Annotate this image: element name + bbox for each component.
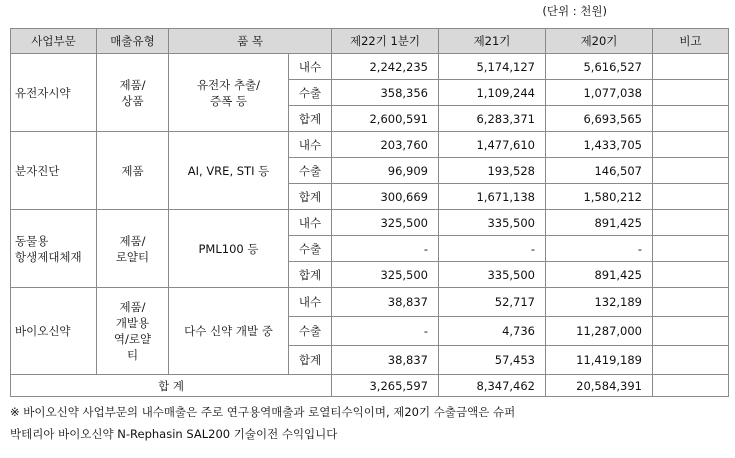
kind-cell: 내수 [289,54,332,80]
total-q: 3,265,597 [332,375,439,397]
kind-cell: 수출 [289,317,332,346]
footnote-line-1: ※ 바이오신약 사업부문의 내수매출은 주로 연구용역매출과 로열티수익이며, 제20기 수출금액은 슈퍼 [10,405,516,419]
value-q-cell: 300,669 [332,184,439,210]
header-y21: 제21기 [439,29,546,54]
value-y20-cell: 1,580,212 [546,184,653,210]
segment-cell: 분자진단 [11,132,97,210]
value-y20-cell: 132,189 [546,288,653,317]
value-q-cell: 2,242,235 [332,54,439,80]
value-q-cell: 203,760 [332,132,439,158]
product-cell: 유전자 추출/ 증폭 등 [169,54,289,132]
value-y21-cell: 57,453 [439,346,546,375]
footnote-line-2: 박테리아 바이오신약 N-Rephasin SAL200 기술이전 수익입니다 [10,427,338,441]
table-row [11,132,729,158]
value-q-cell: 96,909 [332,158,439,184]
sales-type-cell: 제품/ 개발용 역/로얄 티 [97,288,169,375]
value-y20-cell: 11,287,000 [546,317,653,346]
sales-type-cell: 제품 [97,132,169,210]
header-segment: 사업부문 [11,29,97,54]
header-row [11,29,729,54]
kind-cell: 수출 [289,158,332,184]
value-y20-cell: - [546,236,653,262]
value-q-cell: 38,837 [332,346,439,375]
segment-cell: 유전자시약 [11,54,97,132]
value-q-cell: 325,500 [332,210,439,236]
footnote [10,401,515,445]
kind-cell: 내수 [289,132,332,158]
kind-cell: 합계 [289,184,332,210]
value-y21-cell: 4,736 [439,317,546,346]
table-row [11,54,729,80]
remark-cell [653,54,729,80]
kind-cell: 내수 [289,210,332,236]
value-y21-cell: 335,500 [439,262,546,288]
total-y20: 20,584,391 [546,375,653,397]
value-y21-cell: 52,717 [439,288,546,317]
remark-cell [653,236,729,262]
value-y20-cell: 1,077,038 [546,80,653,106]
value-q-cell: - [332,317,439,346]
remark-cell [653,346,729,375]
kind-cell: 합계 [289,262,332,288]
total-row [11,375,729,397]
header-product: 품 목 [169,29,332,54]
sales-table [10,28,729,397]
total-y21: 8,347,462 [439,375,546,397]
kind-cell: 내수 [289,288,332,317]
product-cell: PML100 등 [169,210,289,288]
unit-label: (단위 : 천원) [542,4,607,18]
value-y21-cell: 1,671,138 [439,184,546,210]
value-y21-cell: 1,477,610 [439,132,546,158]
value-q-cell: 325,500 [332,262,439,288]
value-q-cell: 2,600,591 [332,106,439,132]
value-y20-cell: 11,419,189 [546,346,653,375]
value-q-cell: - [332,236,439,262]
kind-cell: 수출 [289,236,332,262]
sales-type-cell: 제품/ 상품 [97,54,169,132]
header-y20: 제20기 [546,29,653,54]
header-q: 제22기 1분기 [332,29,439,54]
value-y21-cell: 335,500 [439,210,546,236]
header-sales-type: 매출유형 [97,29,169,54]
remark-cell [653,132,729,158]
remark-cell [653,210,729,236]
total-label: 합 계 [11,375,332,397]
value-y20-cell: 891,425 [546,210,653,236]
segment-cell: 동물용 항생제대체재 [11,210,97,288]
remark-cell [653,106,729,132]
remark-cell [653,262,729,288]
product-cell: AI, VRE, STI 등 [169,132,289,210]
remark-cell [653,80,729,106]
value-y21-cell: 6,283,371 [439,106,546,132]
value-y20-cell: 5,616,527 [546,54,653,80]
value-y21-cell: - [439,236,546,262]
remark-cell [653,184,729,210]
table-row [11,210,729,236]
total-remark [653,375,729,397]
value-y20-cell: 146,507 [546,158,653,184]
value-y20-cell: 891,425 [546,262,653,288]
value-q-cell: 358,356 [332,80,439,106]
kind-cell: 수출 [289,80,332,106]
table-row [11,288,729,317]
value-q-cell: 38,837 [332,288,439,317]
header-remark: 비고 [653,29,729,54]
value-y21-cell: 5,174,127 [439,54,546,80]
segment-cell: 바이오신약 [11,288,97,375]
kind-cell: 합계 [289,106,332,132]
value-y21-cell: 1,109,244 [439,80,546,106]
remark-cell [653,288,729,317]
value-y20-cell: 1,433,705 [546,132,653,158]
value-y21-cell: 193,528 [439,158,546,184]
kind-cell: 합계 [289,346,332,375]
sales-type-cell: 제품/ 로얄티 [97,210,169,288]
table-body [11,54,729,397]
remark-cell [653,158,729,184]
remark-cell [653,317,729,346]
product-cell: 다수 신약 개발 중 [169,288,289,375]
value-y20-cell: 6,693,565 [546,106,653,132]
